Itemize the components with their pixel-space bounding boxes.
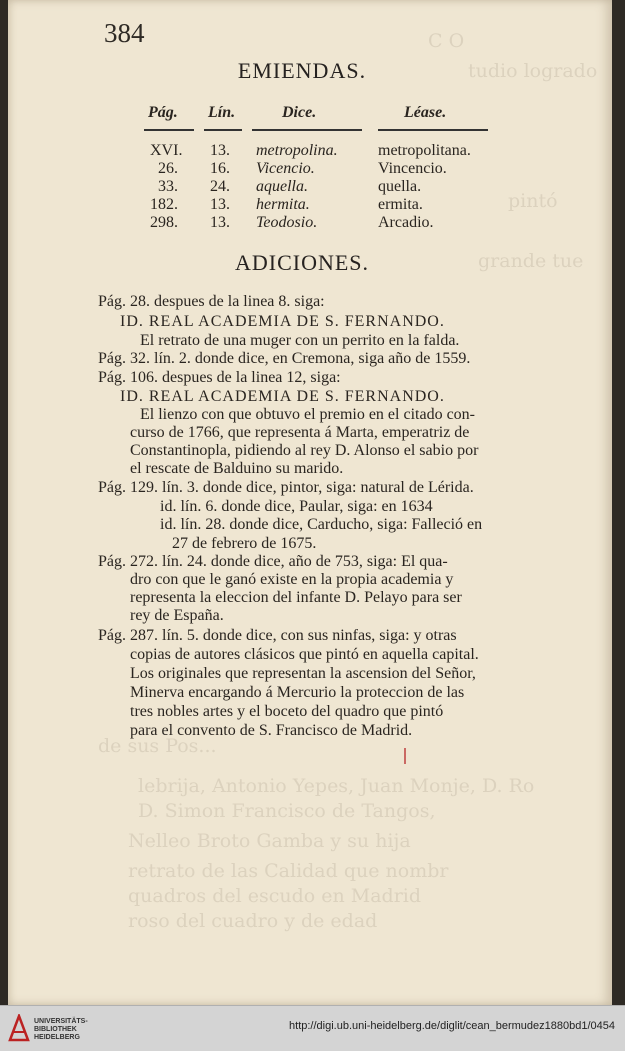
- addition-line: Pág. 287. lín. 5. donde dice, con sus ninfas, siga: y otras: [98, 627, 457, 644]
- header-pag: Pág.: [148, 104, 178, 121]
- addition-line: para el convento de S. Francisco de Madrid.: [130, 722, 413, 739]
- addition-line: ID. REAL ACADEMIA DE S. FERNANDO.: [120, 313, 445, 330]
- errata-dice: Vicencio.: [256, 160, 315, 177]
- bleed-through: retrato de las Calidad que nombr: [128, 860, 449, 882]
- addition-line: id. lín. 6. donde dice, Paular, siga: en 1634: [160, 498, 433, 515]
- addition-line: dro con que le ganó existe en la propia academia y: [130, 571, 454, 588]
- errata-lin: 24.: [210, 178, 230, 195]
- addition-line: curso de 1766, que representa á Marta, emperatriz de: [130, 424, 470, 441]
- bleed-through: lebrija, Antonio Yepes, Juan Monje, D. Ro: [138, 775, 535, 797]
- ink-mark: [404, 748, 406, 764]
- addition-line: ID. REAL ACADEMIA DE S. FERNANDO.: [120, 388, 445, 405]
- addition-line: El retrato de una muger con un perrito en la falda.: [140, 332, 460, 349]
- addition-line: id. lín. 28. donde dice, Carducho, siga: Falleció en: [160, 516, 483, 533]
- header-lin: Lín.: [208, 104, 236, 121]
- addition-line: el rescate de Balduino su marido.: [130, 460, 344, 477]
- errata-lease: Arcadio.: [378, 214, 434, 231]
- addition-line: Minerva encargando á Mercurio la proteccion de las: [130, 684, 465, 701]
- addition-line: representa la eleccion del infante D. Pelayo para ser: [130, 589, 462, 606]
- header-rule: [204, 129, 242, 131]
- bleed-through: tudio logrado: [468, 60, 598, 82]
- page-number: 384: [104, 18, 145, 48]
- addition-line: Pág. 129. lín. 3. donde dice, pintor, siga: natural de Lérida.: [98, 479, 474, 496]
- errata-lease: metropolitana.: [378, 142, 471, 159]
- header-dice: Dice.: [282, 104, 317, 121]
- errata-lease: ermita.: [378, 196, 423, 213]
- addition-line: 27 de febrero de 1675.: [172, 535, 317, 552]
- addition-line: tres nobles artes y el boceto del quadro que pintó: [130, 703, 444, 720]
- header-lease: Léase.: [404, 104, 447, 121]
- errata-pag: 33.: [158, 178, 178, 195]
- source-url-link[interactable]: http://digi.ub.uni-heidelberg.de/diglit/cean_bermudez1880bd1/0454: [289, 1020, 615, 1032]
- logo-text: HEIDELBERG: [34, 1034, 80, 1041]
- emiendas-title: EMIENDAS.: [237, 58, 367, 83]
- errata-pag: 26.: [158, 160, 178, 177]
- addition-line: Pág. 28. despues de la linea 8. siga:: [98, 293, 325, 310]
- errata-pag: 182.: [150, 196, 178, 213]
- errata-lease: quella.: [378, 178, 422, 195]
- adiciones-title: ADICIONES.: [234, 250, 370, 275]
- bleed-through: quadros del escudo en Madrid: [128, 885, 422, 907]
- errata-lease: Vincencio.: [378, 160, 447, 177]
- logo-text: BIBLIOTHEK: [34, 1026, 77, 1033]
- errata-lin: 13.: [210, 142, 230, 159]
- bleed-through: pintó: [508, 190, 558, 212]
- library-logo-icon: [8, 1014, 30, 1042]
- addition-line: Pág. 106. despues de la linea 12, siga:: [98, 369, 341, 386]
- addition-line: rey de España.: [130, 607, 224, 624]
- addition-line: El lienzo con que obtuvo el premio en el citado con-: [140, 406, 475, 423]
- logo-text: UNIVERSITÄTS-: [34, 1018, 88, 1025]
- bleed-through: de sus Pos...: [98, 735, 217, 757]
- bleed-through: D. Simon Francisco de Tangos,: [138, 800, 436, 822]
- bleed-through: grande tue: [478, 250, 584, 272]
- bleed-through: Nelleo Broto Gamba y su hija: [128, 830, 411, 852]
- errata-dice: metropolina.: [256, 142, 338, 159]
- addition-line: copias de autores clásicos que pintó en aquella capital.: [130, 646, 479, 663]
- header-rule: [144, 129, 194, 131]
- errata-lin: 13.: [210, 196, 230, 213]
- errata-lin: 13.: [210, 214, 230, 231]
- header-rule: [252, 129, 362, 131]
- addition-line: Constantinopla, pidiendo al rey D. Alonso el sabio por: [130, 442, 479, 459]
- addition-line: Pág. 272. lín. 24. donde dice, año de 753, siga: El qua-: [98, 553, 448, 570]
- errata-dice: Teodosio.: [256, 214, 318, 231]
- errata-dice: hermita.: [256, 196, 310, 213]
- errata-dice: aquella.: [256, 178, 308, 195]
- errata-pag: 298.: [150, 214, 178, 231]
- addition-line: Los originales que representan la ascension del Señor,: [130, 665, 476, 682]
- footer-bar: [0, 1005, 625, 1051]
- bleed-through: roso del cuadro y de edad: [128, 910, 378, 932]
- errata-lin: 16.: [210, 160, 230, 177]
- bleed-through: C O: [428, 30, 465, 52]
- addition-line: Pág. 32. lín. 2. donde dice, en Cremona, siga año de 1559.: [98, 350, 471, 367]
- errata-pag: XVI.: [150, 142, 183, 159]
- header-rule: [378, 129, 488, 131]
